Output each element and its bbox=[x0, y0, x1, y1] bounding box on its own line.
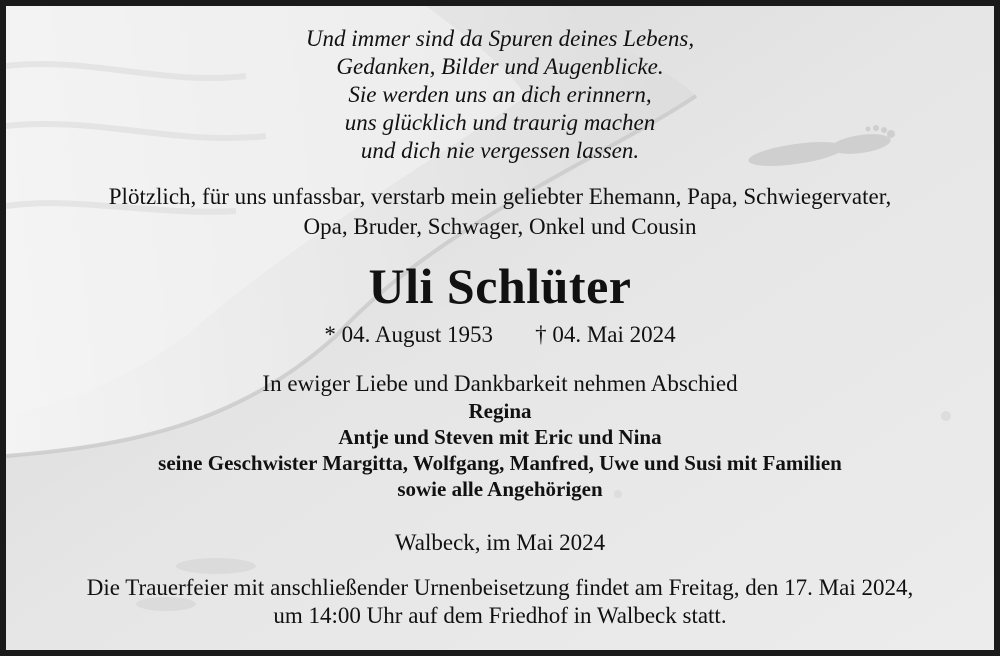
mourner-line: seine Geschwister Margitta, Wolfgang, Manfred, Uwe und Susi mit Familien bbox=[158, 451, 842, 475]
death-date: † 04. Mai 2024 bbox=[535, 322, 676, 347]
announcement-line: Plötzlich, für uns unfassbar, verstarb mein geliebter Ehemann, Papa, Schwiegervater, bbox=[108, 184, 892, 209]
poem-line: Sie werden uns an dich erinnern, bbox=[348, 82, 652, 107]
deceased-name: Uli Schlüter bbox=[368, 258, 632, 314]
life-dates bbox=[6, 320, 994, 350]
poem-line: Gedanken, Bilder und Augenblicke. bbox=[336, 54, 664, 79]
mourners-block bbox=[6, 370, 994, 502]
poem-line: uns glücklich und traurig machen bbox=[344, 110, 656, 135]
memorial-poem bbox=[6, 25, 994, 165]
notice-content bbox=[6, 6, 994, 650]
funeral-line: Die Trauerfeier mit anschließender Urnenbeisetzung findet am Freitag, den 17. Mai 2024, bbox=[86, 575, 914, 600]
place-and-date: Walbeck, im Mai 2024 bbox=[394, 530, 606, 555]
announcement-line: Opa, Bruder, Schwager, Onkel und Cousin bbox=[303, 214, 697, 239]
mourner-line: Regina bbox=[468, 399, 532, 423]
mourner-line: sowie alle Angehörigen bbox=[397, 477, 603, 501]
funeral-info bbox=[6, 574, 994, 630]
poem-line: und dich nie vergessen lassen. bbox=[360, 138, 640, 163]
announcement-text bbox=[6, 182, 994, 242]
birth-date: * 04. August 1953 bbox=[324, 322, 494, 347]
poem-line: Und immer sind da Spuren deines Lebens, bbox=[305, 26, 695, 51]
farewell-line: In ewiger Liebe und Dankbarkeit nehmen Abschied bbox=[262, 371, 738, 396]
funeral-line: um 14:00 Uhr auf dem Friedhof in Walbeck statt. bbox=[273, 603, 727, 628]
mourner-line: Antje und Steven mit Eric und Nina bbox=[338, 425, 662, 449]
